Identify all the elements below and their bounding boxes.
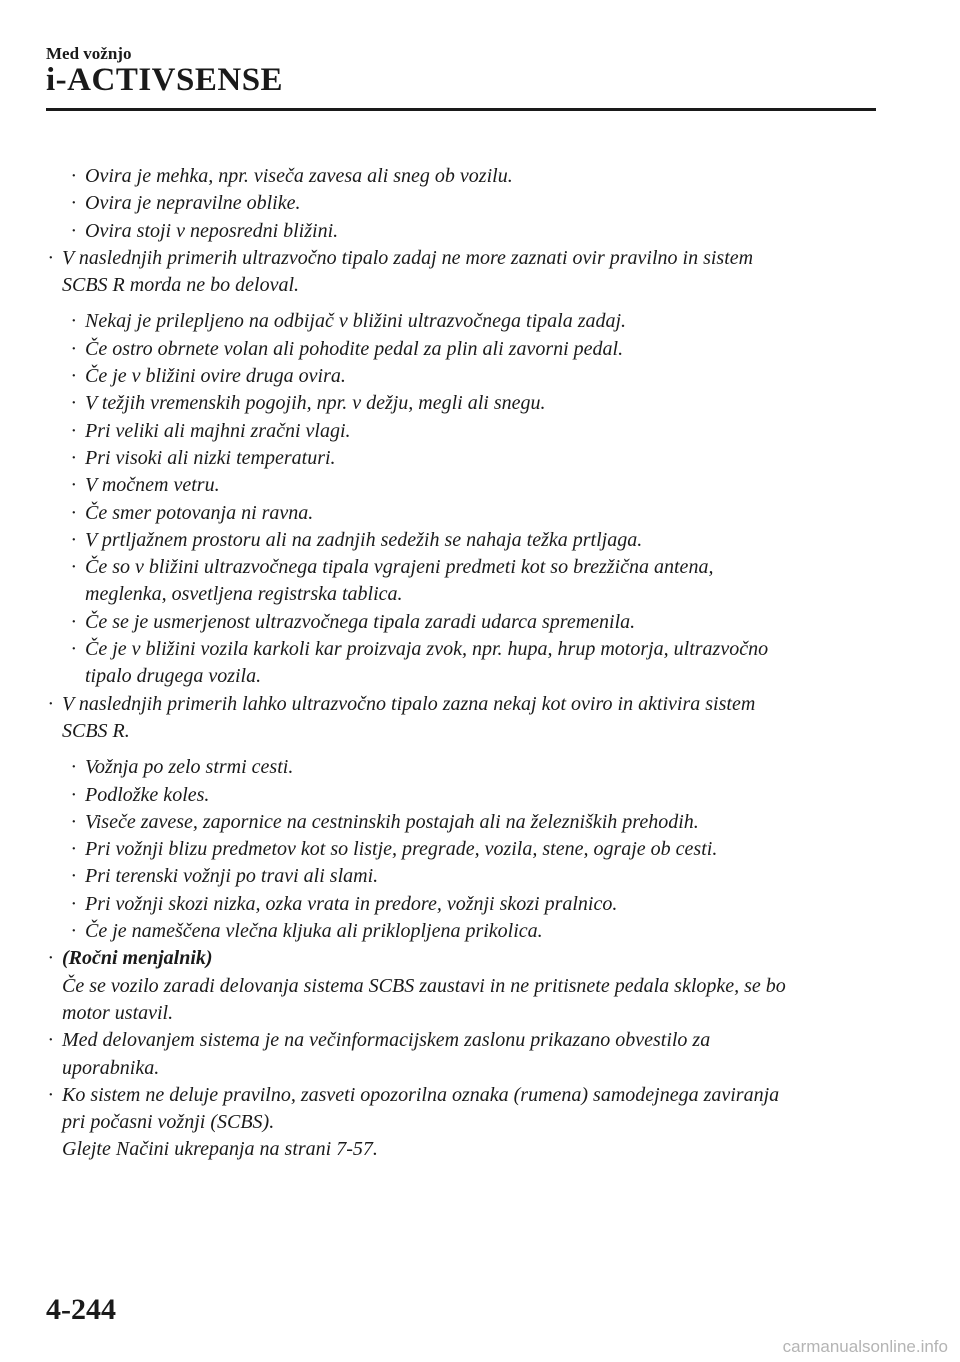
sub-list-item (46, 918, 876, 945)
bullet-marker: · (48, 692, 53, 715)
header-divider (46, 108, 876, 111)
bullet-marker: · (71, 783, 76, 806)
bullet-marker: · (71, 810, 76, 833)
sub-list-item (46, 218, 876, 245)
list-item-line: motor ustavil. (62, 1001, 174, 1024)
bullet-marker: · (71, 392, 76, 415)
list-item-line: Pri vožnji blizu predmetov kot so listje, pregrade, vozila, stene, ograje ob cesti. (85, 838, 718, 861)
bullet-marker: · (71, 638, 76, 661)
list-item-line: Glejte Načini ukrepanja na strani 7-57. (62, 1138, 378, 1161)
list-item-line: Če ostro obrnete volan ali pohodite pedal za plin ali zavorni pedal. (85, 337, 624, 360)
list-item-line: uporabnika. (62, 1056, 160, 1079)
sub-list-item (46, 336, 876, 363)
list-item-line: Če je nameščena vlečna kljuka ali priklopljena prikolica. (85, 920, 543, 943)
list-item-line: V naslednjih primerih lahko ultrazvočno tipalo zazna nekaj kot oviro in aktivira sistem (62, 692, 756, 715)
bullet-marker: · (71, 219, 76, 242)
sub-list-item (46, 363, 876, 390)
sub-list-item (46, 809, 876, 836)
list-item-line: Pri terenski vožnji po travi ali slami. (85, 865, 379, 888)
bullet-marker: · (71, 337, 76, 360)
list-item-line: tipalo drugega vozila. (85, 665, 262, 688)
sub-list-item (46, 190, 876, 217)
watermark: carmanualsonline.info (782, 1337, 948, 1356)
bullet-marker: · (71, 920, 76, 943)
list-item-line: SCBS R morda ne bo deloval. (62, 274, 300, 297)
bullet-marker: · (71, 556, 76, 579)
chapter-title: i-ACTIVSENSE (46, 62, 284, 98)
list-item-line: (Ročni menjalnik) (62, 947, 213, 970)
list-item-line: Če se je usmerjenost ultrazvočnega tipala zaradi udarca spremenila. (85, 610, 636, 633)
list-item-line: Med delovanjem sistema je na večinformacijskem zaslonu prikazano obvestilo za (62, 1029, 711, 1052)
sub-list-item (46, 472, 876, 499)
bullet-marker: · (71, 474, 76, 497)
list-item-line: V težjih vremenskih pogojih, npr. v dežju, megli ali snegu. (85, 392, 546, 415)
bullet-marker: · (48, 1029, 53, 1052)
list-item (46, 1027, 876, 1082)
list-item-line: Podložke koles. (85, 783, 210, 806)
sub-list-item (46, 163, 876, 190)
sub-list-item (46, 500, 876, 527)
sub-list-item (46, 418, 876, 445)
section-title: Med vožnjo (46, 44, 132, 63)
sub-list-item (46, 527, 876, 554)
sub-list-item (46, 891, 876, 918)
bullet-marker: · (48, 246, 53, 269)
list-item-line: Ovira je nepravilne oblike. (85, 192, 301, 215)
list-item-line: V naslednjih primerih ultrazvočno tipalo zadaj ne more zaznati ovir pravilno in sistem (62, 246, 754, 269)
list-item-line: Pri veliki ali majhni zračni vlagi. (85, 419, 351, 442)
bullet-marker: · (71, 192, 76, 215)
list-item-line: Če je v bližini vozila karkoli kar proizvaja zvok, npr. hupa, hrup motorja, ultrazvočno (85, 638, 769, 661)
list-item-line: SCBS R. (62, 719, 130, 742)
bullet-marker: · (71, 310, 76, 333)
sub-list-item (46, 863, 876, 890)
list-item (46, 245, 876, 300)
list-item-line: Ovira stoji v neposredni bližini. (85, 219, 339, 242)
manual-content (46, 163, 876, 1164)
bullet-marker: · (71, 419, 76, 442)
sub-list-item (46, 390, 876, 417)
list-item-line: Ovira je mehka, npr. viseča zavesa ali sneg ob vozilu. (85, 165, 513, 187)
list-item-line: Ko sistem ne deluje pravilno, zasveti opozorilna oznaka (rumena) samodejnega zaviranja (62, 1083, 780, 1106)
list-item-line: V močnem vetru. (85, 474, 220, 497)
list-item-line: Če se vozilo zaradi delovanja sistema SCBS zaustavi in ne pritisnete pedala sklopke, se bo (62, 974, 786, 997)
list-item (46, 1082, 876, 1164)
list-item-line: Če so v bližini ultrazvočnega tipala vgrajeni predmeti kot so brezžična antena, (85, 556, 714, 579)
list-item-line: Če smer potovanja ni ravna. (85, 501, 314, 524)
sub-list-item (46, 445, 876, 472)
bullet-marker: · (71, 446, 76, 469)
sub-list-item (46, 609, 876, 636)
bullet-marker: · (48, 1083, 53, 1106)
bullet-marker: · (71, 865, 76, 888)
list-item-line: Pri visoki ali nizki temperaturi. (85, 446, 336, 469)
list-item-line: Če je v bližini ovire druga ovira. (85, 365, 346, 388)
bullet-marker: · (71, 528, 76, 551)
sub-list-item (46, 754, 876, 781)
list-item (46, 945, 876, 1027)
bullet-marker: · (71, 501, 76, 524)
sub-list-item (46, 308, 876, 335)
list-item (46, 691, 876, 746)
sub-list-item (46, 782, 876, 809)
page-number: 4-244 (46, 1293, 116, 1326)
bullet-marker: · (48, 947, 53, 970)
sub-list-item (46, 636, 876, 691)
list-item-line: meglenka, osvetljena registrska tablica. (85, 583, 403, 606)
list-item-line: Vožnja po zelo strmi cesti. (85, 756, 294, 779)
bullet-marker: · (71, 365, 76, 388)
list-item-line: Viseče zavese, zapornice na cestninskih postajah ali na železniških prehodih. (85, 810, 699, 833)
list-item-line: pri počasni vožnji (SCBS). (62, 1111, 275, 1134)
bullet-marker: · (71, 756, 76, 779)
sub-list-item (46, 554, 876, 609)
bullet-marker: · (71, 838, 76, 861)
sub-list-item (46, 836, 876, 863)
list-item-line: Nekaj je prilepljeno na odbijač v bližini ultrazvočnega tipala zadaj. (85, 310, 627, 333)
list-item-line: Pri vožnji skozi nizka, ozka vrata in predore, vožnji skozi pralnico. (85, 892, 618, 915)
bullet-marker: · (71, 892, 76, 915)
bullet-marker: · (71, 610, 76, 633)
list-item-line: V prtljažnem prostoru ali na zadnjih sedežih se nahaja težka prtljaga. (85, 528, 643, 551)
bullet-marker: · (71, 165, 76, 187)
